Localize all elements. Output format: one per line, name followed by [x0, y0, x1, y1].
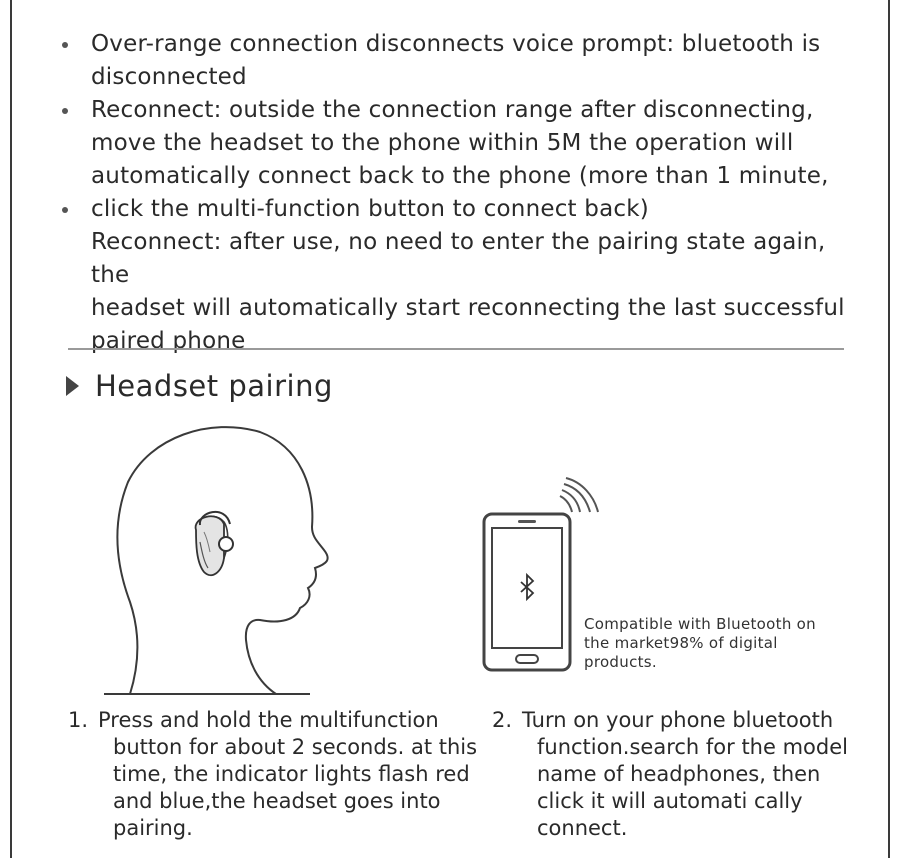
- item-line: disconnected: [91, 64, 247, 90]
- pairing-step-2: [492, 707, 872, 842]
- compatibility-note: [584, 615, 854, 672]
- item-line: click the multi-function button to connect back): [91, 196, 649, 222]
- step-line: function.search for the model: [537, 735, 848, 759]
- item-line: paired phone: [91, 328, 246, 354]
- home-button: [516, 655, 538, 663]
- bullet-dot: [62, 108, 68, 114]
- item-line: automatically connect back to the phone (more than 1 minute,: [91, 163, 829, 189]
- list-item: [58, 94, 858, 193]
- signal-arc: [560, 496, 572, 512]
- pairing-step-1: [68, 707, 508, 842]
- earbud-icon: [219, 537, 233, 551]
- section-divider: [68, 348, 844, 350]
- step-number: 2.: [492, 708, 513, 732]
- step-line: Turn on your phone bluetooth: [522, 708, 834, 732]
- item-line: Reconnect: outside the connection range after disconnecting,: [91, 97, 814, 123]
- list-item: [58, 28, 858, 94]
- step-line: Press and hold the multifunction: [98, 708, 439, 732]
- signal-arc: [564, 484, 590, 512]
- item-line: move the headset to the phone within 5M the operation will: [91, 130, 794, 156]
- note-line: Compatible with Bluetooth on: [584, 615, 816, 633]
- phone-speaker: [518, 520, 536, 523]
- instructions-list: [58, 28, 858, 358]
- item-line: Over-range connection disconnects voice prompt: bluetooth is: [91, 31, 821, 57]
- item-line: Reconnect: after use, no need to enter the pairing state again, the: [91, 229, 826, 288]
- step-line: pairing.: [113, 816, 193, 840]
- head-with-headset-illustration: [100, 412, 340, 702]
- triangle-marker-icon: [66, 376, 79, 396]
- note-line: products.: [584, 653, 657, 671]
- step-line: click it will automati cally: [537, 789, 803, 813]
- note-line: the market98% of digital: [584, 634, 778, 652]
- list-item: [58, 193, 858, 358]
- step-number: 1.: [68, 708, 89, 732]
- step-line: time, the indicator lights flash red: [113, 762, 470, 786]
- section-title: Headset pairing: [95, 369, 333, 403]
- step-line: button for about 2 seconds. at this: [113, 735, 478, 759]
- step-line: connect.: [537, 816, 628, 840]
- step-line: name of headphones, then: [537, 762, 821, 786]
- bullet-dot: [62, 42, 68, 48]
- bullet-dot: [62, 207, 68, 213]
- section-heading: [66, 366, 333, 406]
- item-line: headset will automatically start reconnecting the last successful: [91, 295, 845, 321]
- step-line: and blue,the headset goes into: [113, 789, 441, 813]
